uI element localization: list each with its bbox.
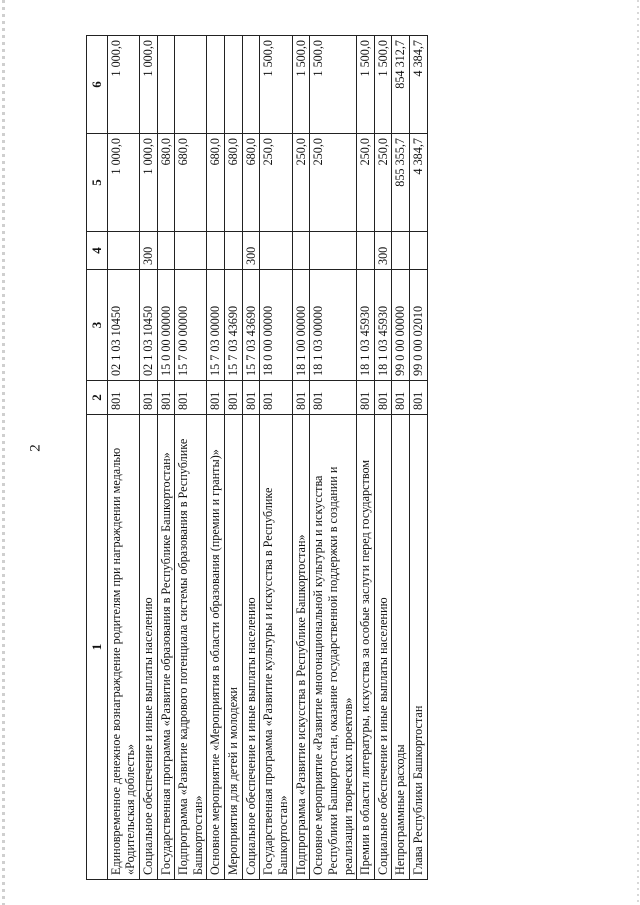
- table-row: [225, 36, 243, 880]
- row-ministry-code: 801: [139, 381, 157, 415]
- row-name: Государственная программа «Развитие культуры и искусства в Республике Башкортостан»: [260, 415, 292, 880]
- row-target-code: 02 1 03 10450: [107, 270, 139, 381]
- row-name: Подпрограмма «Развитие искусства в Республике Башкортостан»: [292, 415, 310, 880]
- table-row: [107, 36, 139, 880]
- row-amount-6: 1 000,0: [139, 36, 157, 134]
- row-amount-5: 1 000,0: [107, 134, 139, 232]
- header-col-6: 6: [87, 36, 108, 134]
- row-target-code: 18 0 00 00000: [260, 270, 292, 381]
- row-amount-6: [175, 36, 207, 134]
- row-name: Социальное обеспечение и иные выплаты населению: [242, 415, 260, 880]
- row-expense-type: [392, 232, 410, 270]
- row-target-code: 15 7 03 43690: [242, 270, 260, 381]
- row-amount-6: [157, 36, 175, 134]
- row-target-code: 15 7 03 43690: [225, 270, 243, 381]
- table-container: [86, 36, 538, 880]
- row-expense-type: [410, 232, 428, 270]
- row-name: Премии в области литературы, искусства за особые заслуги перед государством: [357, 415, 375, 880]
- table-row: [292, 36, 310, 880]
- row-expense-type: 300: [242, 232, 260, 270]
- row-amount-5: 680,0: [157, 134, 175, 232]
- table-row: [357, 36, 375, 880]
- row-amount-6: 1 500,0: [310, 36, 357, 134]
- header-col-4: 4: [87, 232, 108, 270]
- row-name: Подпрограмма «Развитие кадрового потенциала системы образования в Республике Башкортостан»: [175, 415, 207, 880]
- header-col-3: 3: [87, 270, 108, 381]
- row-target-code: 15 7 00 00000: [175, 270, 207, 381]
- row-amount-5: 680,0: [225, 134, 243, 232]
- table-row: [410, 36, 428, 880]
- row-name: Единовременное денежное вознаграждение родителям при награждении медалью «Родительская доблесть»: [107, 415, 139, 880]
- budget-table: [86, 35, 428, 880]
- row-amount-5: 4 384,7: [410, 134, 428, 232]
- table-row: [207, 36, 225, 880]
- row-expense-type: 300: [374, 232, 392, 270]
- row-amount-5: 680,0: [207, 134, 225, 232]
- row-ministry-code: 801: [310, 381, 357, 415]
- row-ministry-code: 801: [207, 381, 225, 415]
- row-ministry-code: 801: [225, 381, 243, 415]
- table-row: [175, 36, 207, 880]
- row-name: Государственная программа «Развитие образования в Республике Башкортостан»: [157, 415, 175, 880]
- row-amount-6: 1 500,0: [292, 36, 310, 134]
- row-name: Социальное обеспечение и иные выплаты населению: [374, 415, 392, 880]
- row-ministry-code: 801: [107, 381, 139, 415]
- header-col-1: 1: [87, 415, 108, 880]
- row-target-code: 18 1 03 45930: [357, 270, 375, 381]
- page-number: 2: [27, 444, 44, 452]
- row-target-code: 15 7 03 00000: [207, 270, 225, 381]
- row-name: Основное мероприятие «Развитие многонациональной культуры и искусства Республики Башкортостан, оказание государственной поддержки в создании и реализации творческих проектов»: [310, 415, 357, 880]
- row-target-code: 18 1 00 00000: [292, 270, 310, 381]
- row-ministry-code: 801: [260, 381, 292, 415]
- row-target-code: 99 0 00 00000: [392, 270, 410, 381]
- table-row: [242, 36, 260, 880]
- header-col-5: 5: [87, 134, 108, 232]
- row-amount-5: 250,0: [310, 134, 357, 232]
- table-row: [374, 36, 392, 880]
- row-expense-type: [260, 232, 292, 270]
- row-name: Мероприятия для детей и молодежи: [225, 415, 243, 880]
- table-row: [260, 36, 292, 880]
- row-expense-type: [157, 232, 175, 270]
- row-expense-type: [107, 232, 139, 270]
- row-amount-5: 680,0: [175, 134, 207, 232]
- row-amount-5: 855 355,7: [392, 134, 410, 232]
- row-target-code: 18 1 03 00000: [310, 270, 357, 381]
- row-amount-6: 4 384,7: [410, 36, 428, 134]
- row-amount-5: 680,0: [242, 134, 260, 232]
- row-expense-type: [357, 232, 375, 270]
- rotated-table-frame: [86, 36, 538, 880]
- row-target-code: 15 0 00 00000: [157, 270, 175, 381]
- row-name: Непрограммные расходы: [392, 415, 410, 880]
- row-amount-5: 250,0: [292, 134, 310, 232]
- table-row: [392, 36, 410, 880]
- row-amount-5: 250,0: [357, 134, 375, 232]
- row-name: Глава Республики Башкортостан: [410, 415, 428, 880]
- scan-edge-left: [2, 0, 5, 905]
- header-row: [87, 36, 108, 880]
- row-name: Основное мероприятие «Мероприятия в области образования (премии и гранты)»: [207, 415, 225, 880]
- row-amount-6: 1 500,0: [357, 36, 375, 134]
- row-expense-type: [310, 232, 357, 270]
- scan-edge-right: [637, 0, 639, 905]
- row-target-code: 02 1 03 10450: [139, 270, 157, 381]
- row-ministry-code: 801: [410, 381, 428, 415]
- row-amount-6: [207, 36, 225, 134]
- row-ministry-code: 801: [392, 381, 410, 415]
- row-target-code: 18 1 03 45930: [374, 270, 392, 381]
- row-expense-type: [207, 232, 225, 270]
- table-row: [310, 36, 357, 880]
- row-target-code: 99 0 00 02010: [410, 270, 428, 381]
- row-amount-5: 250,0: [260, 134, 292, 232]
- row-ministry-code: 801: [357, 381, 375, 415]
- row-ministry-code: 801: [242, 381, 260, 415]
- row-ministry-code: 801: [292, 381, 310, 415]
- row-ministry-code: 801: [175, 381, 207, 415]
- table-row: [157, 36, 175, 880]
- row-amount-5: 1 000,0: [139, 134, 157, 232]
- row-expense-type: [225, 232, 243, 270]
- row-amount-6: 854 312,7: [392, 36, 410, 134]
- row-amount-5: 250,0: [374, 134, 392, 232]
- row-amount-6: 1 500,0: [260, 36, 292, 134]
- row-expense-type: 300: [139, 232, 157, 270]
- row-ministry-code: 801: [157, 381, 175, 415]
- row-ministry-code: 801: [374, 381, 392, 415]
- table-row: [139, 36, 157, 880]
- row-amount-6: [242, 36, 260, 134]
- row-amount-6: [225, 36, 243, 134]
- row-name: Социальное обеспечение и иные выплаты населению: [139, 415, 157, 880]
- row-expense-type: [292, 232, 310, 270]
- header-col-2: 2: [87, 381, 108, 415]
- row-amount-6: 1 500,0: [374, 36, 392, 134]
- row-amount-6: 1 000,0: [107, 36, 139, 134]
- row-expense-type: [175, 232, 207, 270]
